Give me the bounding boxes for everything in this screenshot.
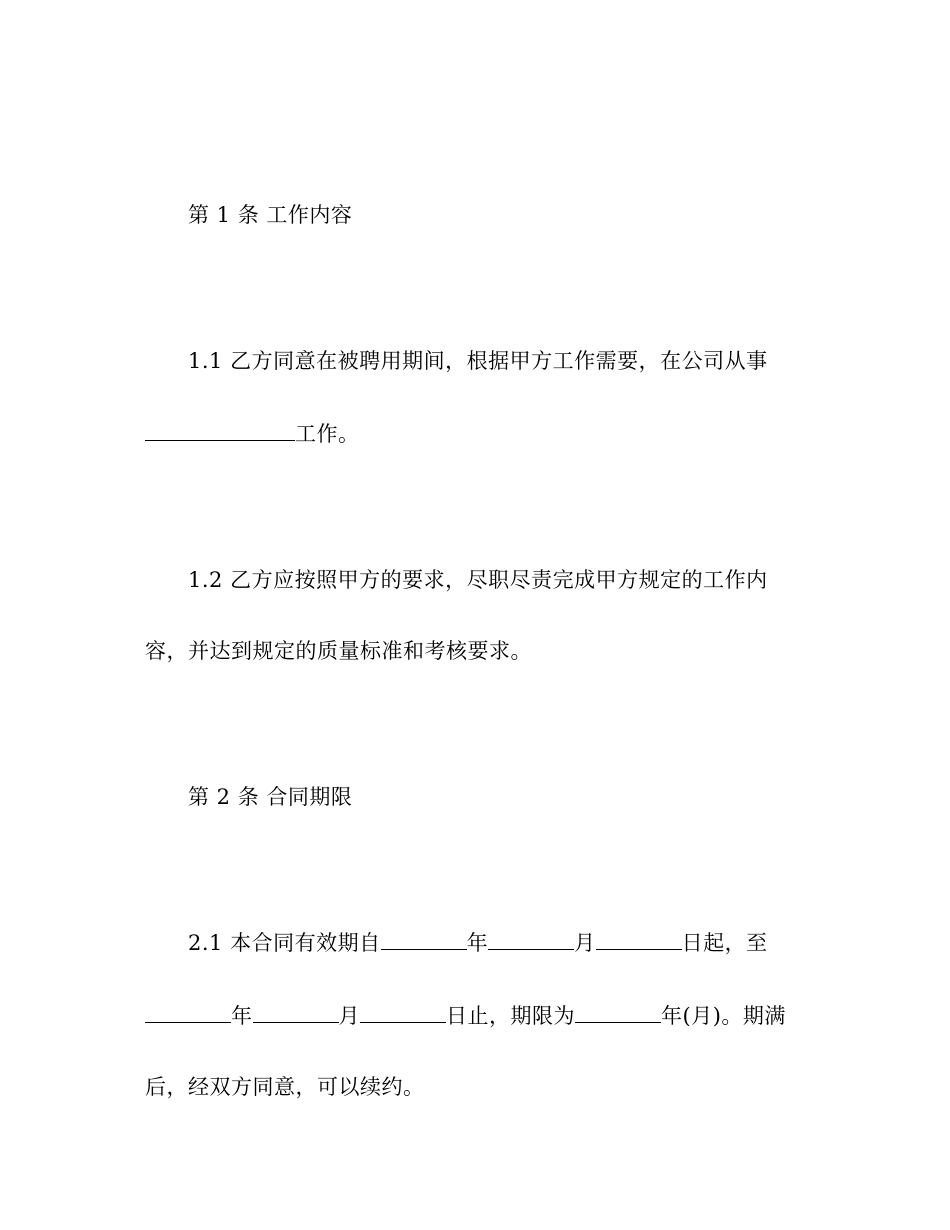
clause-1-1-line-2	[145, 420, 360, 448]
clause-1-2-line-1: 1.2 乙方应按照甲方的要求，尽职尽责完成甲方规定的工作内	[188, 568, 768, 592]
fill-blank-term	[575, 1004, 661, 1023]
article-2-heading: 第 2 条 合同期限	[188, 785, 353, 809]
clause-1-1-line-2-text: 工作。	[295, 422, 360, 446]
clause-1-2-line-2: 容，并达到规定的质量标准和考核要求。	[145, 639, 532, 663]
clause-2-1-text-d: 日起，至	[681, 931, 768, 955]
clause-2-1-text-a: 2.1 本合同有效期自	[188, 931, 381, 955]
fill-blank-end-year	[145, 1004, 231, 1023]
article-1-heading: 第 1 条 工作内容	[188, 203, 353, 227]
clause-2-1-line-3: 后，经双方同意，可以续约。	[145, 1075, 425, 1099]
clause-2-1-line-1	[188, 929, 768, 957]
fill-blank-end-month	[253, 1004, 339, 1023]
clause-2-1-text-b: 年	[466, 931, 489, 955]
clause-2-1-text-e: 年	[231, 1004, 253, 1028]
clause-2-1-text-c: 月	[574, 931, 596, 955]
clause-2-1-line-2	[145, 1002, 786, 1030]
fill-blank-start-day	[596, 931, 682, 950]
clause-2-1-text-g: 日止，期限为	[446, 1004, 575, 1028]
clause-2-1-text-h: 年(月)。期满	[661, 1004, 786, 1028]
clause-2-1-text-f: 月	[338, 1004, 360, 1028]
fill-blank-job	[145, 422, 295, 441]
fill-blank-start-month	[488, 931, 574, 950]
fill-blank-start-year	[381, 931, 467, 950]
fill-blank-end-day	[360, 1004, 446, 1023]
clause-1-1-line-1: 1.1 乙方同意在被聘用期间，根据甲方工作需要，在公司从事	[188, 349, 768, 373]
